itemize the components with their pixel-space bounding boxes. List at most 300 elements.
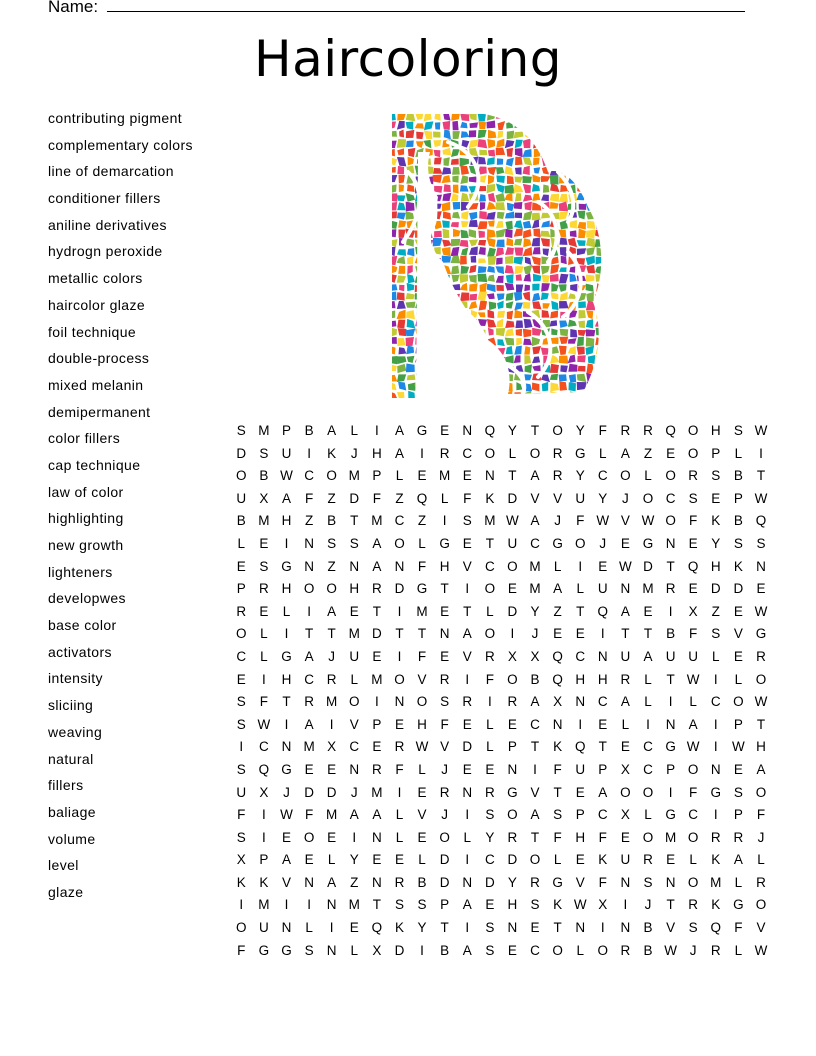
grid-letter[interactable]: J bbox=[622, 490, 629, 506]
grid-letter[interactable]: I bbox=[239, 897, 244, 913]
grid-letter[interactable]: R bbox=[665, 581, 676, 597]
grid-letter[interactable]: M bbox=[642, 581, 654, 597]
grid-letter[interactable]: U bbox=[597, 581, 608, 597]
grid-letter[interactable]: U bbox=[349, 648, 360, 664]
grid-letter[interactable]: N bbox=[575, 694, 586, 710]
grid-letter[interactable]: I bbox=[487, 694, 492, 710]
grid-letter[interactable]: R bbox=[371, 761, 382, 777]
grid-letter[interactable]: F bbox=[304, 807, 314, 823]
grid-letter[interactable]: T bbox=[282, 694, 291, 710]
grid-letter[interactable]: M bbox=[371, 784, 383, 800]
grid-letter[interactable]: L bbox=[418, 535, 426, 551]
grid-letter[interactable]: L bbox=[486, 739, 494, 755]
grid-letter[interactable]: A bbox=[281, 852, 291, 868]
grid-letter[interactable]: E bbox=[417, 829, 427, 845]
grid-letter[interactable]: N bbox=[620, 920, 631, 936]
grid-letter[interactable]: Z bbox=[643, 445, 653, 461]
grid-letter[interactable]: X bbox=[688, 603, 698, 619]
grid-letter[interactable]: G bbox=[642, 535, 654, 551]
grid-letter[interactable]: O bbox=[687, 761, 699, 777]
grid-letter[interactable]: O bbox=[326, 468, 337, 484]
grid-letter[interactable]: Z bbox=[395, 490, 404, 506]
grid-letter[interactable]: X bbox=[507, 648, 517, 664]
grid-letter[interactable]: G bbox=[733, 897, 744, 913]
grid-letter[interactable]: E bbox=[507, 581, 517, 597]
grid-letter[interactable]: D bbox=[484, 874, 495, 890]
grid-letter[interactable]: A bbox=[327, 874, 337, 890]
grid-letter[interactable]: A bbox=[462, 626, 472, 642]
grid-letter[interactable]: A bbox=[462, 942, 472, 958]
grid-letter[interactable]: U bbox=[575, 490, 586, 506]
grid-letter[interactable]: X bbox=[598, 897, 608, 913]
grid-letter[interactable]: A bbox=[394, 423, 404, 438]
grid-letter[interactable]: W bbox=[754, 942, 768, 958]
grid-letter[interactable]: R bbox=[620, 671, 631, 687]
grid-letter[interactable]: K bbox=[733, 558, 743, 574]
grid-letter[interactable]: I bbox=[397, 648, 402, 664]
grid-letter[interactable]: S bbox=[733, 784, 743, 800]
grid-letter[interactable]: H bbox=[710, 558, 721, 574]
grid-letter[interactable]: H bbox=[439, 558, 450, 574]
grid-letter[interactable]: N bbox=[597, 648, 608, 664]
grid-letter[interactable]: M bbox=[484, 513, 496, 529]
grid-letter[interactable]: E bbox=[666, 852, 676, 868]
grid-letter[interactable]: Q bbox=[755, 513, 767, 529]
grid-letter[interactable]: E bbox=[304, 761, 314, 777]
grid-letter[interactable]: F bbox=[598, 829, 607, 845]
grid-letter[interactable]: M bbox=[348, 626, 360, 642]
grid-letter[interactable]: F bbox=[689, 513, 698, 529]
grid-letter[interactable]: R bbox=[326, 671, 337, 687]
grid-letter[interactable]: A bbox=[394, 445, 404, 461]
grid-letter[interactable]: L bbox=[418, 852, 426, 868]
grid-letter[interactable]: I bbox=[465, 581, 470, 597]
grid-letter[interactable]: V bbox=[462, 558, 472, 574]
grid-letter[interactable]: V bbox=[440, 739, 450, 755]
grid-letter[interactable]: H bbox=[575, 829, 586, 845]
grid-letter[interactable]: E bbox=[485, 897, 495, 913]
grid-letter[interactable]: Q bbox=[371, 920, 383, 936]
grid-letter[interactable]: I bbox=[713, 671, 718, 687]
grid-letter[interactable]: F bbox=[734, 920, 743, 936]
grid-letter[interactable]: I bbox=[465, 671, 470, 687]
grid-letter[interactable]: O bbox=[529, 852, 541, 868]
grid-letter[interactable]: B bbox=[643, 920, 653, 936]
grid-letter[interactable]: W bbox=[641, 513, 655, 529]
grid-letter[interactable]: Y bbox=[575, 468, 585, 484]
grid-letter[interactable]: W bbox=[754, 603, 768, 619]
grid-letter[interactable]: J bbox=[757, 829, 765, 845]
grid-letter[interactable]: E bbox=[598, 716, 608, 732]
grid-letter[interactable]: F bbox=[237, 942, 246, 958]
grid-letter[interactable]: Z bbox=[327, 490, 336, 506]
grid-letter[interactable]: T bbox=[395, 626, 404, 642]
grid-letter[interactable]: K bbox=[711, 513, 721, 529]
grid-letter[interactable]: L bbox=[644, 671, 652, 687]
grid-letter[interactable]: D bbox=[326, 784, 337, 800]
grid-letter[interactable]: E bbox=[485, 761, 495, 777]
grid-letter[interactable]: F bbox=[485, 671, 494, 687]
grid-letter[interactable]: D bbox=[236, 445, 247, 461]
grid-letter[interactable]: H bbox=[575, 671, 586, 687]
grid-letter[interactable]: L bbox=[486, 716, 494, 732]
grid-letter[interactable]: T bbox=[666, 671, 675, 687]
grid-letter[interactable]: W bbox=[280, 807, 293, 823]
grid-letter[interactable]: I bbox=[284, 716, 289, 732]
grid-letter[interactable]: S bbox=[236, 423, 246, 438]
grid-letter[interactable]: H bbox=[710, 423, 721, 438]
grid-letter[interactable]: I bbox=[374, 694, 379, 710]
grid-letter[interactable]: R bbox=[259, 581, 269, 597]
grid-letter[interactable]: A bbox=[530, 468, 540, 484]
grid-letter[interactable]: S bbox=[530, 897, 540, 913]
grid-letter[interactable]: M bbox=[258, 897, 270, 913]
grid-letter[interactable]: V bbox=[530, 490, 540, 506]
grid-letter[interactable]: A bbox=[530, 694, 540, 710]
grid-letter[interactable]: E bbox=[575, 852, 585, 868]
grid-letter[interactable]: I bbox=[668, 694, 673, 710]
grid-letter[interactable]: I bbox=[262, 829, 266, 845]
grid-letter[interactable]: L bbox=[734, 874, 743, 890]
grid-letter[interactable]: C bbox=[597, 807, 608, 823]
grid-letter[interactable]: F bbox=[756, 807, 766, 823]
grid-letter[interactable]: E bbox=[575, 626, 585, 642]
grid-letter[interactable]: C bbox=[688, 807, 699, 823]
grid-letter[interactable]: I bbox=[420, 445, 424, 461]
grid-letter[interactable]: M bbox=[439, 468, 451, 484]
grid-letter[interactable]: M bbox=[710, 874, 722, 890]
grid-letter[interactable]: E bbox=[575, 784, 585, 800]
grid-letter[interactable]: U bbox=[281, 445, 292, 461]
grid-letter[interactable]: S bbox=[553, 807, 563, 823]
grid-letter[interactable]: N bbox=[394, 694, 405, 710]
grid-letter[interactable]: N bbox=[462, 784, 473, 800]
grid-letter[interactable]: A bbox=[530, 807, 540, 823]
grid-letter[interactable]: Q bbox=[484, 423, 496, 438]
grid-letter[interactable]: V bbox=[620, 513, 630, 529]
grid-letter[interactable]: I bbox=[578, 716, 583, 732]
grid-letter[interactable]: O bbox=[552, 423, 563, 438]
grid-letter[interactable]: P bbox=[711, 445, 721, 461]
grid-letter[interactable]: G bbox=[710, 784, 722, 800]
grid-letter[interactable]: S bbox=[688, 490, 698, 506]
grid-letter[interactable]: L bbox=[418, 761, 426, 777]
grid-letter[interactable]: N bbox=[439, 626, 450, 642]
grid-letter[interactable]: E bbox=[711, 490, 721, 506]
grid-letter[interactable]: C bbox=[304, 671, 314, 687]
grid-letter[interactable]: V bbox=[530, 784, 540, 800]
grid-letter[interactable]: N bbox=[665, 535, 676, 551]
grid-letter[interactable]: S bbox=[711, 468, 721, 484]
grid-letter[interactable]: P bbox=[733, 807, 743, 823]
grid-letter[interactable]: D bbox=[349, 490, 360, 506]
grid-letter[interactable]: E bbox=[462, 468, 472, 484]
grid-letter[interactable]: E bbox=[440, 648, 450, 664]
grid-letter[interactable]: M bbox=[371, 671, 383, 687]
grid-letter[interactable]: V bbox=[666, 920, 676, 936]
grid-letter[interactable]: U bbox=[665, 648, 676, 664]
grid-letter[interactable]: P bbox=[733, 490, 743, 506]
grid-letter[interactable]: N bbox=[349, 558, 360, 574]
grid-letter[interactable]: B bbox=[530, 671, 540, 687]
grid-letter[interactable]: W bbox=[731, 739, 745, 755]
grid-letter[interactable]: A bbox=[756, 761, 766, 777]
grid-letter[interactable]: P bbox=[259, 852, 269, 868]
grid-letter[interactable]: Z bbox=[553, 603, 562, 619]
grid-letter[interactable]: N bbox=[371, 829, 382, 845]
grid-letter[interactable]: E bbox=[394, 852, 404, 868]
grid-letter[interactable]: I bbox=[284, 897, 289, 913]
grid-letter[interactable]: R bbox=[756, 874, 766, 890]
grid-letter[interactable]: A bbox=[327, 423, 337, 438]
grid-letter[interactable]: X bbox=[620, 761, 630, 777]
grid-letter[interactable]: E bbox=[733, 603, 743, 619]
grid-letter[interactable]: Z bbox=[304, 513, 314, 529]
grid-letter[interactable]: L bbox=[644, 468, 652, 484]
grid-letter[interactable]: O bbox=[507, 807, 518, 823]
grid-letter[interactable]: O bbox=[552, 942, 563, 958]
grid-letter[interactable]: P bbox=[281, 423, 291, 438]
grid-letter[interactable]: Q bbox=[710, 920, 722, 936]
grid-letter[interactable]: M bbox=[258, 423, 270, 438]
grid-letter[interactable]: G bbox=[281, 942, 292, 958]
grid-letter[interactable]: D bbox=[439, 852, 450, 868]
grid-letter[interactable]: O bbox=[733, 694, 744, 710]
grid-letter[interactable]: I bbox=[262, 807, 266, 823]
grid-letter[interactable]: L bbox=[712, 648, 720, 664]
grid-letter[interactable]: X bbox=[236, 852, 246, 868]
grid-letter[interactable]: L bbox=[508, 445, 517, 461]
grid-letter[interactable]: G bbox=[439, 535, 450, 551]
grid-letter[interactable]: J bbox=[350, 445, 358, 461]
grid-letter[interactable]: Y bbox=[417, 920, 427, 936]
grid-letter[interactable]: R bbox=[439, 445, 450, 461]
grid-letter[interactable]: M bbox=[326, 694, 338, 710]
grid-letter[interactable]: M bbox=[348, 468, 360, 484]
grid-letter[interactable]: T bbox=[350, 513, 359, 529]
grid-letter[interactable]: V bbox=[349, 716, 359, 732]
grid-letter[interactable]: O bbox=[687, 829, 699, 845]
grid-letter[interactable]: F bbox=[304, 490, 314, 506]
grid-letter[interactable]: O bbox=[507, 558, 518, 574]
grid-letter[interactable]: R bbox=[394, 739, 405, 755]
grid-letter[interactable]: T bbox=[485, 535, 494, 551]
grid-letter[interactable]: L bbox=[553, 852, 562, 868]
grid-letter[interactable]: O bbox=[236, 468, 247, 484]
grid-letter[interactable]: U bbox=[575, 761, 586, 777]
grid-letter[interactable]: F bbox=[576, 513, 585, 529]
grid-letter[interactable]: C bbox=[597, 694, 608, 710]
grid-letter[interactable]: E bbox=[756, 581, 766, 597]
grid-letter[interactable]: J bbox=[328, 648, 336, 664]
grid-letter[interactable]: F bbox=[440, 716, 449, 732]
grid-letter[interactable]: V bbox=[462, 648, 472, 664]
grid-letter[interactable]: J bbox=[599, 535, 607, 551]
grid-letter[interactable]: W bbox=[754, 490, 768, 506]
grid-letter[interactable]: I bbox=[646, 716, 650, 732]
grid-letter[interactable]: E bbox=[598, 558, 608, 574]
grid-letter[interactable]: S bbox=[394, 897, 404, 913]
grid-letter[interactable]: T bbox=[530, 423, 540, 438]
grid-letter[interactable]: I bbox=[533, 761, 537, 777]
grid-letter[interactable]: F bbox=[598, 874, 607, 890]
grid-letter[interactable]: Q bbox=[552, 648, 563, 664]
grid-letter[interactable]: I bbox=[600, 626, 605, 642]
grid-letter[interactable]: W bbox=[280, 468, 293, 484]
grid-letter[interactable]: A bbox=[304, 716, 314, 732]
grid-letter[interactable]: N bbox=[507, 920, 518, 936]
grid-letter[interactable]: N bbox=[484, 468, 495, 484]
grid-letter[interactable]: A bbox=[733, 852, 743, 868]
grid-letter[interactable]: I bbox=[668, 603, 673, 619]
grid-letter[interactable]: I bbox=[713, 739, 718, 755]
grid-letter[interactable]: I bbox=[397, 603, 402, 619]
grid-letter[interactable]: I bbox=[465, 920, 470, 936]
grid-letter[interactable]: Q bbox=[552, 671, 563, 687]
grid-letter[interactable]: P bbox=[372, 468, 382, 484]
grid-letter[interactable]: E bbox=[688, 581, 698, 597]
grid-letter[interactable]: G bbox=[755, 626, 767, 642]
grid-letter[interactable]: F bbox=[372, 490, 381, 506]
grid-letter[interactable]: O bbox=[439, 829, 450, 845]
grid-letter[interactable]: W bbox=[573, 897, 587, 913]
grid-letter[interactable]: I bbox=[465, 852, 470, 868]
grid-letter[interactable]: D bbox=[462, 739, 473, 755]
grid-letter[interactable]: D bbox=[507, 852, 518, 868]
grid-letter[interactable]: S bbox=[688, 920, 698, 936]
grid-letter[interactable]: O bbox=[349, 694, 360, 710]
grid-letter[interactable]: G bbox=[507, 784, 518, 800]
grid-letter[interactable]: C bbox=[484, 558, 495, 574]
grid-letter[interactable]: I bbox=[307, 445, 311, 461]
grid-letter[interactable]: T bbox=[756, 468, 766, 484]
grid-letter[interactable]: L bbox=[599, 445, 607, 461]
grid-letter[interactable]: F bbox=[689, 784, 698, 800]
grid-letter[interactable]: O bbox=[484, 445, 496, 461]
grid-letter[interactable]: N bbox=[462, 874, 473, 890]
grid-letter[interactable]: W bbox=[596, 513, 610, 529]
grid-letter[interactable]: I bbox=[352, 829, 357, 845]
grid-letter[interactable]: B bbox=[259, 468, 269, 484]
grid-letter[interactable]: E bbox=[462, 716, 472, 732]
grid-letter[interactable]: D bbox=[394, 581, 405, 597]
grid-letter[interactable]: P bbox=[440, 897, 450, 913]
grid-letter[interactable]: R bbox=[688, 468, 699, 484]
grid-letter[interactable]: E bbox=[507, 716, 517, 732]
grid-letter[interactable]: E bbox=[620, 535, 630, 551]
grid-letter[interactable]: F bbox=[417, 558, 427, 574]
grid-letter[interactable]: R bbox=[643, 423, 653, 438]
grid-letter[interactable]: S bbox=[236, 694, 246, 710]
grid-letter[interactable]: E bbox=[372, 739, 382, 755]
grid-letter[interactable]: M bbox=[416, 603, 428, 619]
grid-letter[interactable]: L bbox=[260, 626, 268, 642]
grid-letter[interactable]: D bbox=[304, 784, 314, 800]
grid-letter[interactable]: L bbox=[463, 829, 471, 845]
grid-letter[interactable]: H bbox=[281, 671, 292, 687]
grid-letter[interactable]: L bbox=[757, 852, 765, 868]
grid-letter[interactable]: A bbox=[553, 581, 563, 597]
grid-letter[interactable]: A bbox=[372, 535, 382, 551]
grid-letter[interactable]: R bbox=[688, 897, 699, 913]
grid-letter[interactable]: Q bbox=[574, 739, 586, 755]
grid-letter[interactable]: C bbox=[710, 694, 721, 710]
grid-letter[interactable]: R bbox=[530, 874, 540, 890]
grid-letter[interactable]: S bbox=[304, 942, 314, 958]
grid-letter[interactable]: A bbox=[530, 513, 540, 529]
grid-letter[interactable]: O bbox=[529, 445, 541, 461]
grid-letter[interactable]: C bbox=[349, 739, 360, 755]
grid-letter[interactable]: L bbox=[327, 852, 336, 868]
grid-letter[interactable]: L bbox=[553, 558, 562, 574]
grid-letter[interactable]: I bbox=[284, 626, 289, 642]
grid-letter[interactable]: O bbox=[687, 874, 699, 890]
grid-letter[interactable]: N bbox=[281, 739, 292, 755]
grid-letter[interactable]: M bbox=[529, 558, 541, 574]
grid-letter[interactable]: A bbox=[643, 648, 653, 664]
grid-letter[interactable]: L bbox=[395, 468, 404, 484]
grid-letter[interactable]: C bbox=[530, 535, 540, 551]
grid-letter[interactable]: T bbox=[508, 468, 517, 484]
grid-letter[interactable]: G bbox=[281, 558, 292, 574]
grid-letter[interactable]: B bbox=[733, 513, 743, 529]
grid-letter[interactable]: L bbox=[486, 603, 494, 619]
grid-letter[interactable]: A bbox=[372, 558, 382, 574]
grid-letter[interactable]: Y bbox=[575, 423, 585, 438]
grid-letter[interactable]: A bbox=[688, 716, 698, 732]
grid-letter[interactable]: E bbox=[530, 920, 540, 936]
grid-letter[interactable]: L bbox=[350, 942, 359, 958]
grid-letter[interactable]: U bbox=[236, 784, 247, 800]
grid-letter[interactable]: E bbox=[372, 648, 382, 664]
grid-letter[interactable]: O bbox=[755, 897, 767, 913]
grid-letter[interactable]: G bbox=[665, 807, 676, 823]
grid-letter[interactable]: E bbox=[259, 603, 269, 619]
grid-letter[interactable]: G bbox=[552, 874, 563, 890]
grid-letter[interactable]: I bbox=[713, 716, 718, 732]
grid-letter[interactable]: N bbox=[665, 716, 676, 732]
grid-letter[interactable]: W bbox=[686, 671, 700, 687]
grid-letter[interactable]: P bbox=[507, 739, 517, 755]
grid-letter[interactable]: Z bbox=[711, 603, 720, 619]
grid-letter[interactable]: E bbox=[462, 761, 472, 777]
grid-letter[interactable]: A bbox=[349, 807, 359, 823]
grid-letter[interactable]: W bbox=[257, 716, 271, 732]
grid-letter[interactable]: U bbox=[620, 852, 631, 868]
grid-letter[interactable]: T bbox=[553, 784, 562, 800]
grid-letter[interactable]: L bbox=[644, 694, 652, 710]
grid-letter[interactable]: T bbox=[666, 558, 675, 574]
grid-letter[interactable]: O bbox=[755, 784, 767, 800]
grid-letter[interactable]: J bbox=[350, 784, 358, 800]
grid-letter[interactable]: O bbox=[326, 581, 337, 597]
grid-letter[interactable]: H bbox=[349, 581, 360, 597]
grid-letter[interactable]: R bbox=[394, 874, 405, 890]
grid-letter[interactable]: V bbox=[756, 920, 766, 936]
grid-letter[interactable]: V bbox=[733, 626, 743, 642]
grid-letter[interactable]: I bbox=[374, 423, 379, 438]
grid-letter[interactable]: I bbox=[239, 739, 244, 755]
grid-letter[interactable]: H bbox=[281, 581, 292, 597]
grid-letter[interactable]: D bbox=[643, 558, 653, 574]
grid-letter[interactable]: L bbox=[734, 942, 743, 958]
grid-letter[interactable]: I bbox=[329, 920, 334, 936]
grid-letter[interactable]: C bbox=[394, 513, 405, 529]
grid-letter[interactable]: J bbox=[554, 513, 561, 529]
grid-letter[interactable]: I bbox=[578, 558, 583, 574]
grid-letter[interactable]: T bbox=[643, 626, 653, 642]
grid-letter[interactable]: F bbox=[463, 490, 472, 506]
